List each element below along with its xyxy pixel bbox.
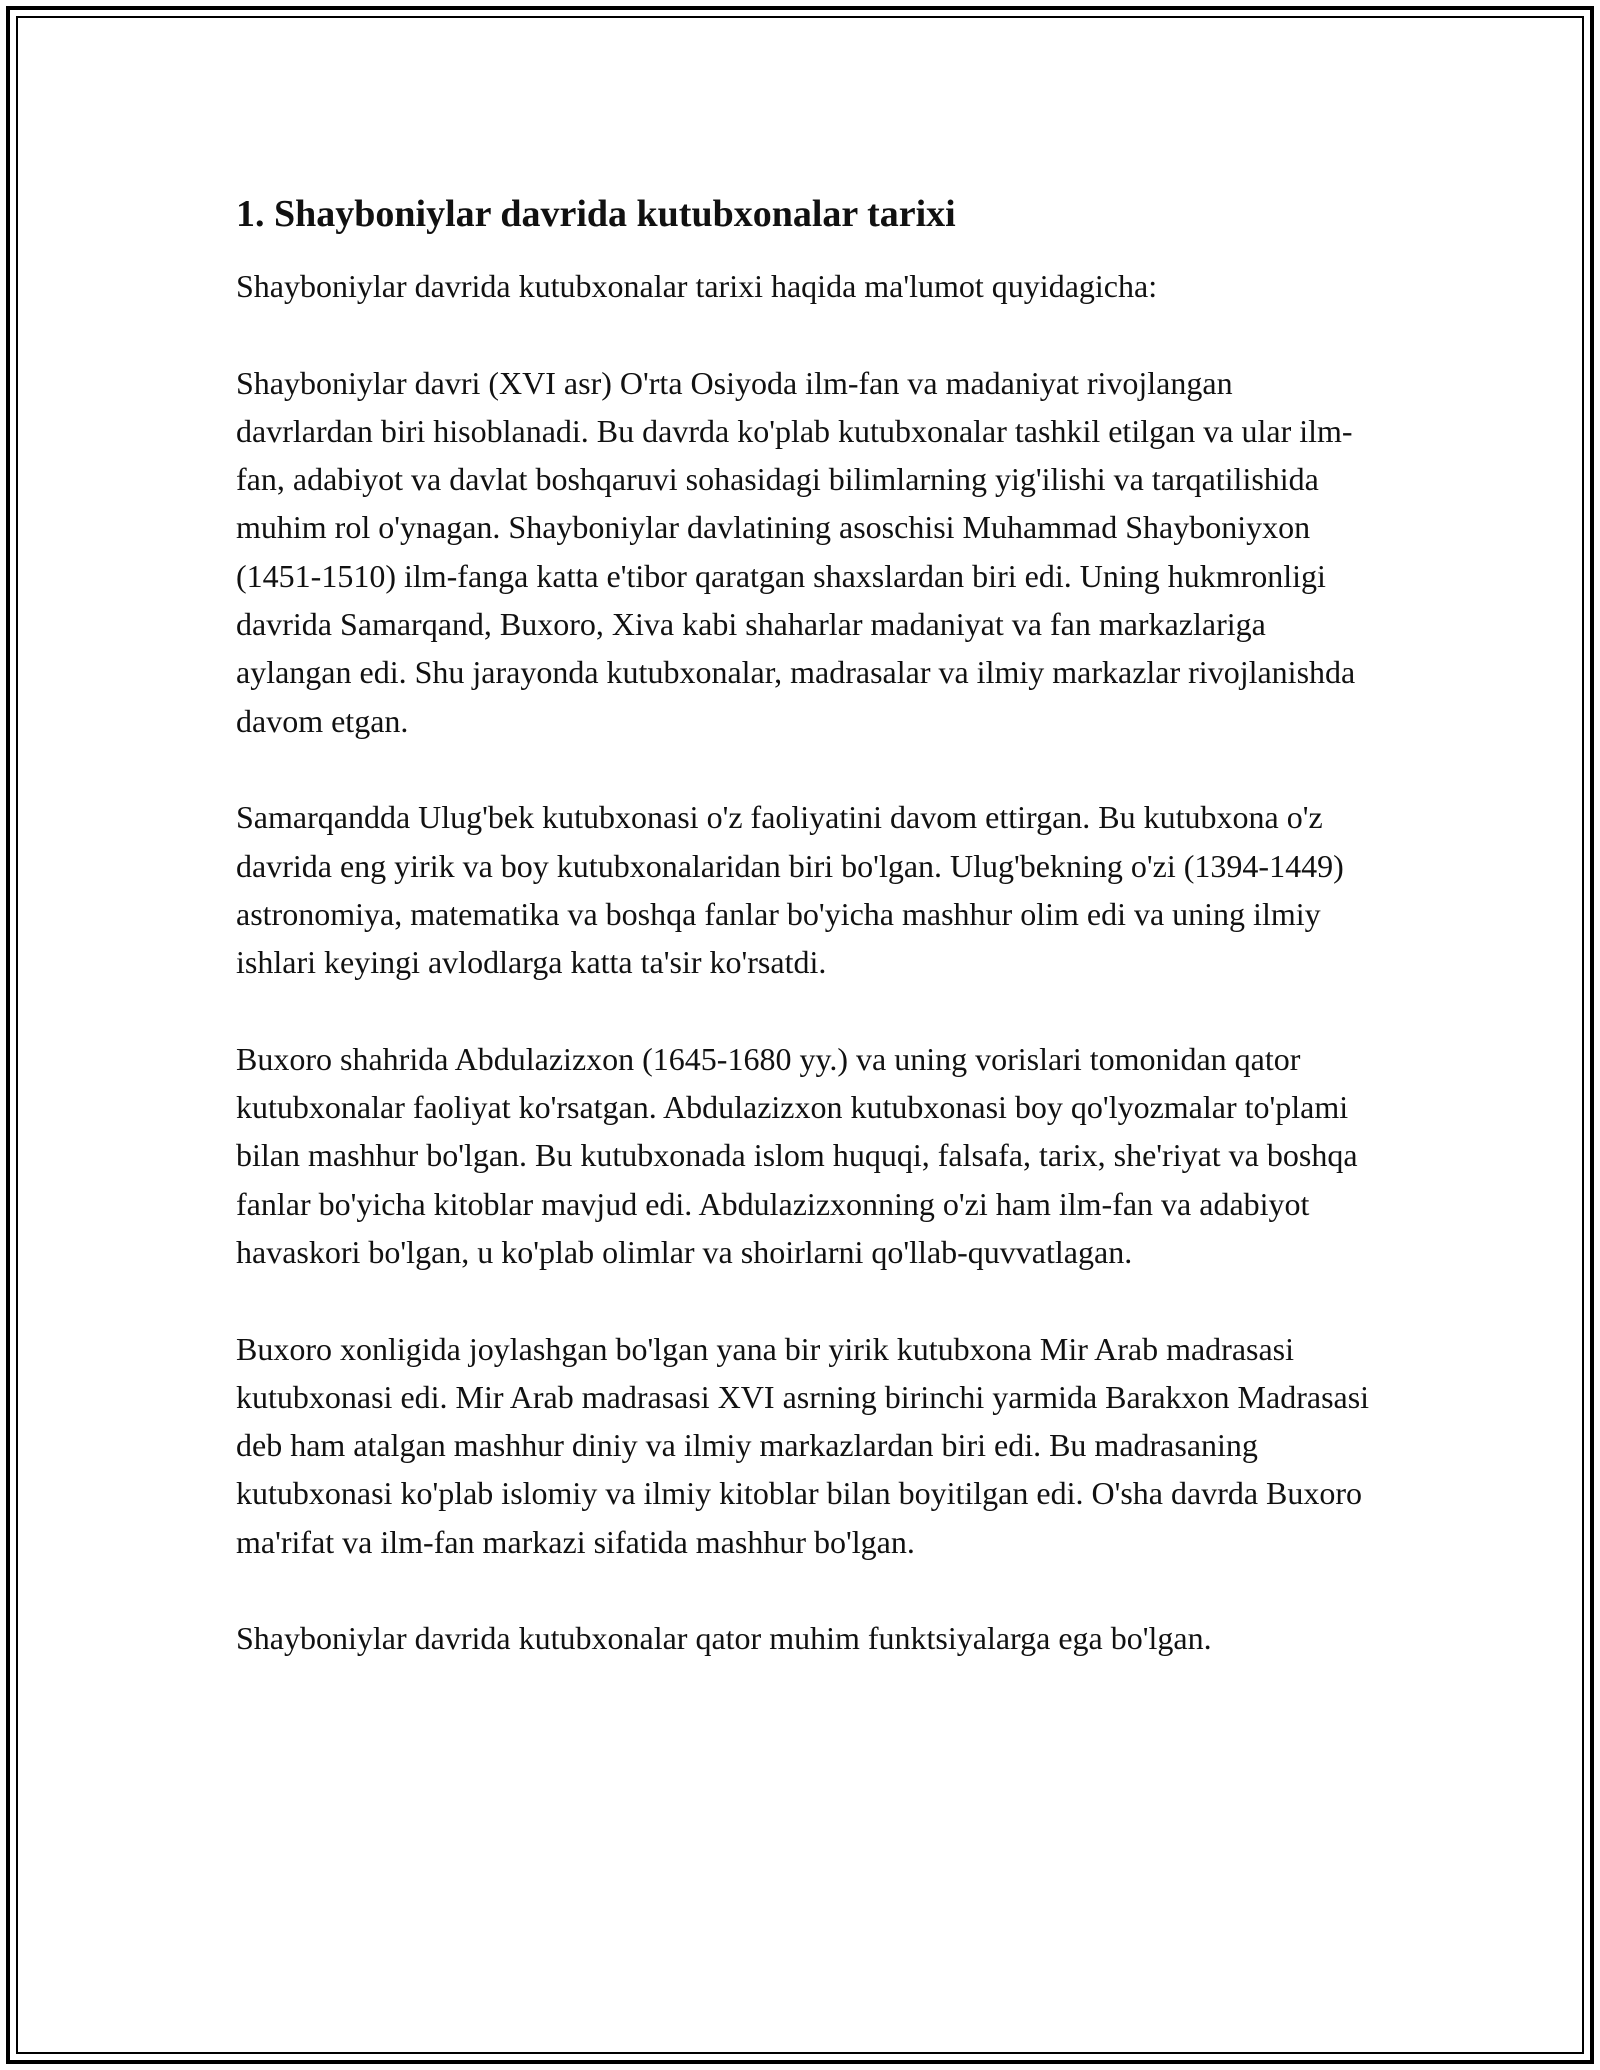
paragraph-samarqand: Samarqandda Ulug'bek kutubxonasi o'z faoliyatini davom ettirgan. Bu kutubxona o'z davrida eng yirik va boy kutubxonalaridan biri bo'lgan. Ulug'bekning o'zi (1394-1449) astronomiya, matematika va boshqa fanlar bo'yicha mashhur olim edi va uning ilmiy ishlari keyingi avlodlarga katta ta'sir ko'rsatdi. [236, 799, 1344, 981]
paragraph-mir-arab: Buxoro xonligida joylashgan bo'lgan yana bir yirik kutubxona Mir Arab madrasasi kutubxonasi edi. Mir Arab madrasasi XVI asrning birinchi yarmida Barakxon Madrasasi deb ham atalgan mashhur diniy va ilmiy markazlardan biri edi. Bu madrasaning kutubxonasi ko'plab islomiy va ilmiy kitoblar bilan boyitilgan edi. O'sha davrda Buxoro ma'rifat va ilm-fan markazi sifatida mashhur bo'lgan. [236, 1330, 1370, 1560]
paragraph-intro: Shayboniylar davrida kutubxonalar tarixi haqida ma'lumot quyidagicha: [236, 268, 1158, 304]
paragraph-shayboniylar-davri: Shayboniylar davri (XVI asr) O'rta Osiyoda ilm-fan va madaniyat rivojlangan davrlardan biri hisoblanadi. Bu davrda ko'plab kutubxonalar tashkil etilgan va ular ilm-fan, adabiyot va davlat boshqaruvi sohasidagi bilimlarning yig'ilishi va tarqatilishida muhim rol o'ynagan. Shayboniylar davlatining asoschisi Muhammad Shayboniyxon (1451-1510) ilm-fanga katta e'tibor qaratgan shaxslardan biri edi. Uning hukmronligi davrida Samarqand, Buxoro, Xiva kabi shaharlar madaniyat va fan markazlariga aylangan edi. Shu jarayonda kutubxonalar, madrasalar va ilmiy markazlar rivojlanishda davom etgan. [236, 364, 1356, 739]
document-body [236, 186, 1376, 1711]
paragraph-buxoro-abdulazizxon: Buxoro shahrida Abdulazizxon (1645-1680 yy.) va uning vorislari tomonidan qator kutubxonalar faoliyat ko'rsatgan. Abdulazizxon kutubxonasi boy qo'lyozmalar to'plami bilan mashhur bo'lgan. Bu kutubxonada islom huquqi, falsafa, tarix, she'riyat va boshqa fanlar bo'yicha kitoblar mavjud edi. Abdulazizxonning o'zi ham ilm-fan va adabiyot havaskori bo'lgan, u ko'plab olimlar va shoirlarni qo'llab-quvvatlagan. [236, 1040, 1358, 1270]
section-heading: 1. Shayboniylar davrida kutubxonalar tarixi [236, 193, 956, 235]
paragraph-conclusion: Shayboniylar davrida kutubxonalar qator muhim funktsiyalarga ega bo'lgan. [236, 1620, 1212, 1657]
